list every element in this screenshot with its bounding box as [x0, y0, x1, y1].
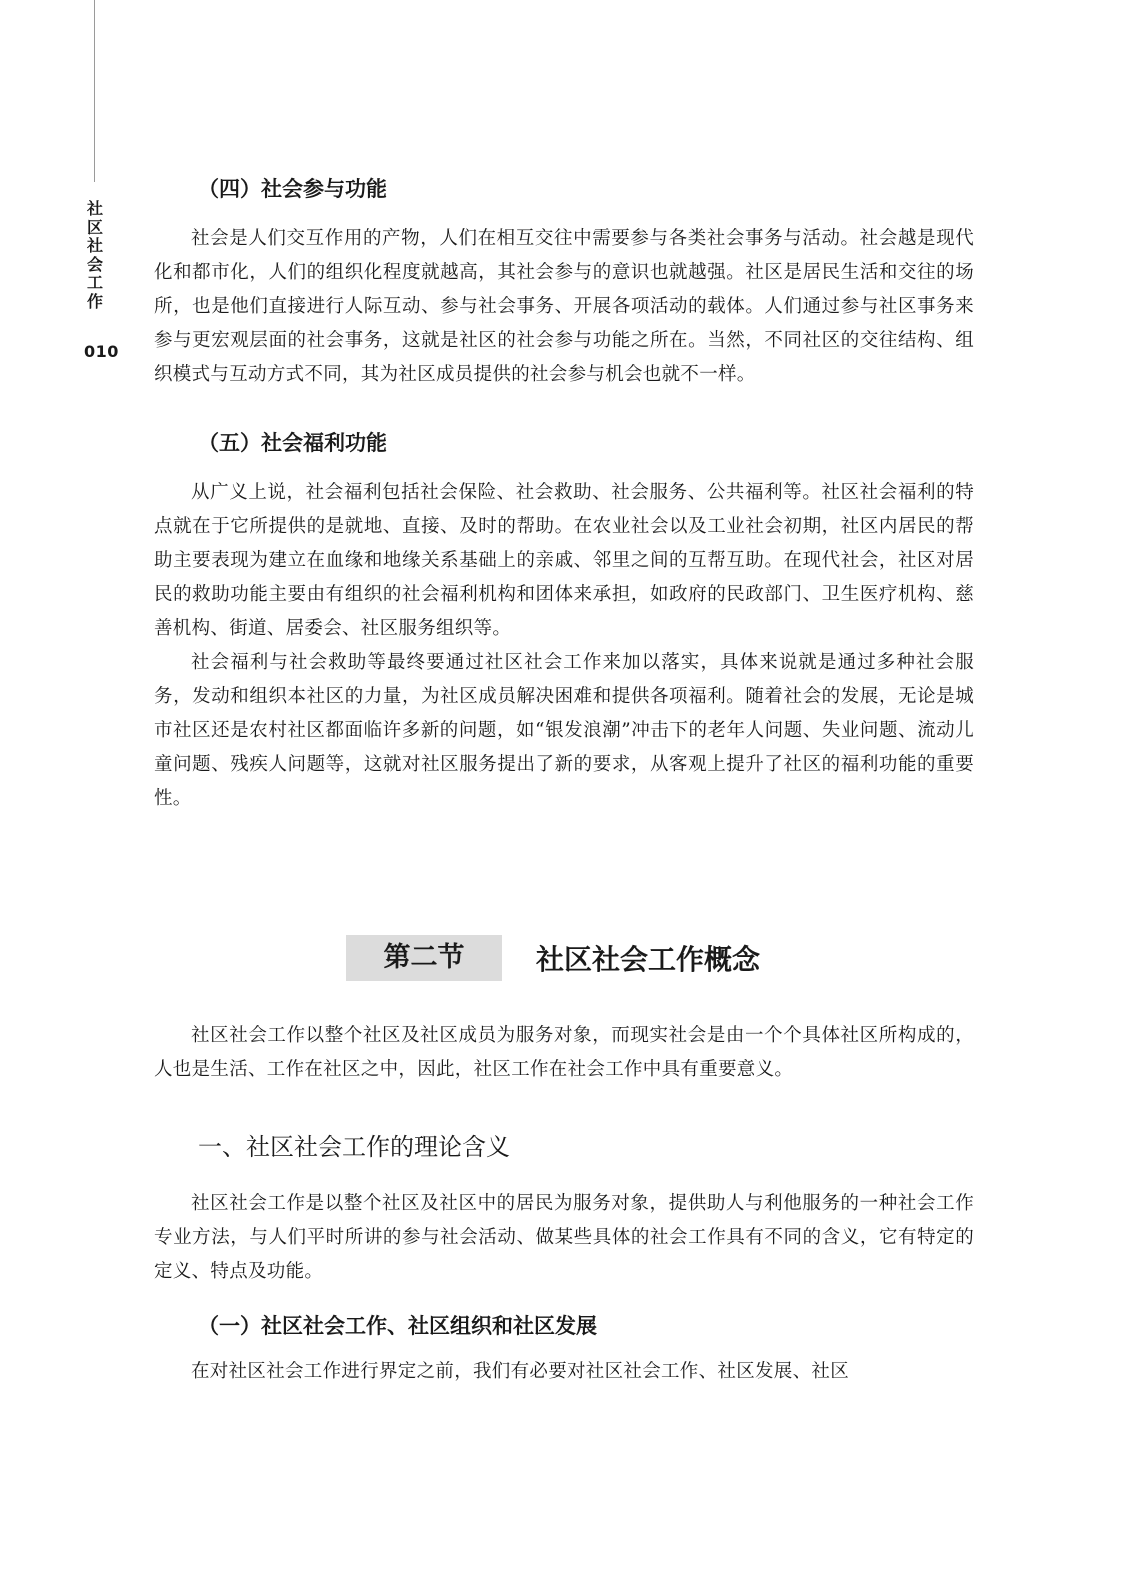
paragraph: 社会是人们交互作用的产物，人们在相互交往中需要参与各类社会事务与活动。社会越是现代化和都市化，人们的组织化程度就越高，其社会参与的意识也就越强。社区是居民生活和交往的场所，也是他们直接进行人际互动、参与社会事务、开展各项活动的载体。人们通过参与社区事务来参与更宏观层面的社会事务，这就是社区的社会参与功能之所在。当然，不同社区的交往结构、组织模式与互动方式不同，其为社区成员提供的社会参与机会也就不一样。 [154, 228, 974, 385]
section-title: 社区社会工作概念 [536, 943, 761, 976]
heading-social-participation: （四）社会参与功能 [198, 177, 387, 201]
heading-theory-meaning: 一、社区社会工作的理论含义 [198, 1133, 510, 1161]
page-content-lower [154, 1019, 974, 1389]
paragraph: 社区社会工作是以整个社区及社区中的居民为服务对象，提供助人与利他服务的一种社会工作专业方法，与人们平时所讲的参与社会活动、做某些具体的社会工作具有不同的含义，它有特定的定义、特点及功能。 [154, 1193, 974, 1282]
paragraph: 社会福利与社会救助等最终要通过社区社会工作来加以落实，具体来说就是通过多种社会服务，发动和组织本社区的力量，为社区成员解决困难和提供各项福利。随着社会的发展，无论是城市社区还是农村社区都面临许多新的问题，如“银发浪潮”冲击下的老年人问题、失业问题、流动儿童问题、残疾人问题等，这就对社区服务提出了新的要求，从客观上提升了社区的福利功能的重要性。 [154, 652, 974, 809]
section-number: 第二节 [346, 935, 502, 981]
paragraph: 社区社会工作以整个社区及社区成员为服务对象，而现实社会是由一个个具体社区所构成的，人也是生活、工作在社区之中，因此，社区工作在社会工作中具有重要意义。 [154, 1025, 974, 1080]
margin-rule [94, 0, 95, 182]
section-heading [346, 935, 760, 981]
running-title: 社区社会工作 [86, 199, 103, 311]
paragraph: 从广义上说，社会福利包括社会保险、社会救助、社会服务、公共福利等。社区社会福利的特点就在于它所提供的是就地、直接、及时的帮助。在农业社会以及工业社会初期，社区内居民的帮助主要表现为建立在血缘和地缘关系基础上的亲戚、邻里之间的互帮互助。在现代社会，社区对居民的救助功能主要由有组织的社会福利机构和团体来承担，如政府的民政部门、卫生医疗机构、慈善机构、街道、居委会、社区服务组织等。 [154, 482, 974, 639]
heading-social-welfare: （五）社会福利功能 [198, 431, 387, 455]
paragraph: 在对社区社会工作进行界定之前，我们有必要对社区社会工作、社区发展、社区 [191, 1361, 850, 1382]
page-number: 010 [84, 342, 119, 361]
heading-community-org-development: （一）社区社会工作、社区组织和社区发展 [198, 1314, 597, 1338]
page-content [154, 170, 974, 816]
